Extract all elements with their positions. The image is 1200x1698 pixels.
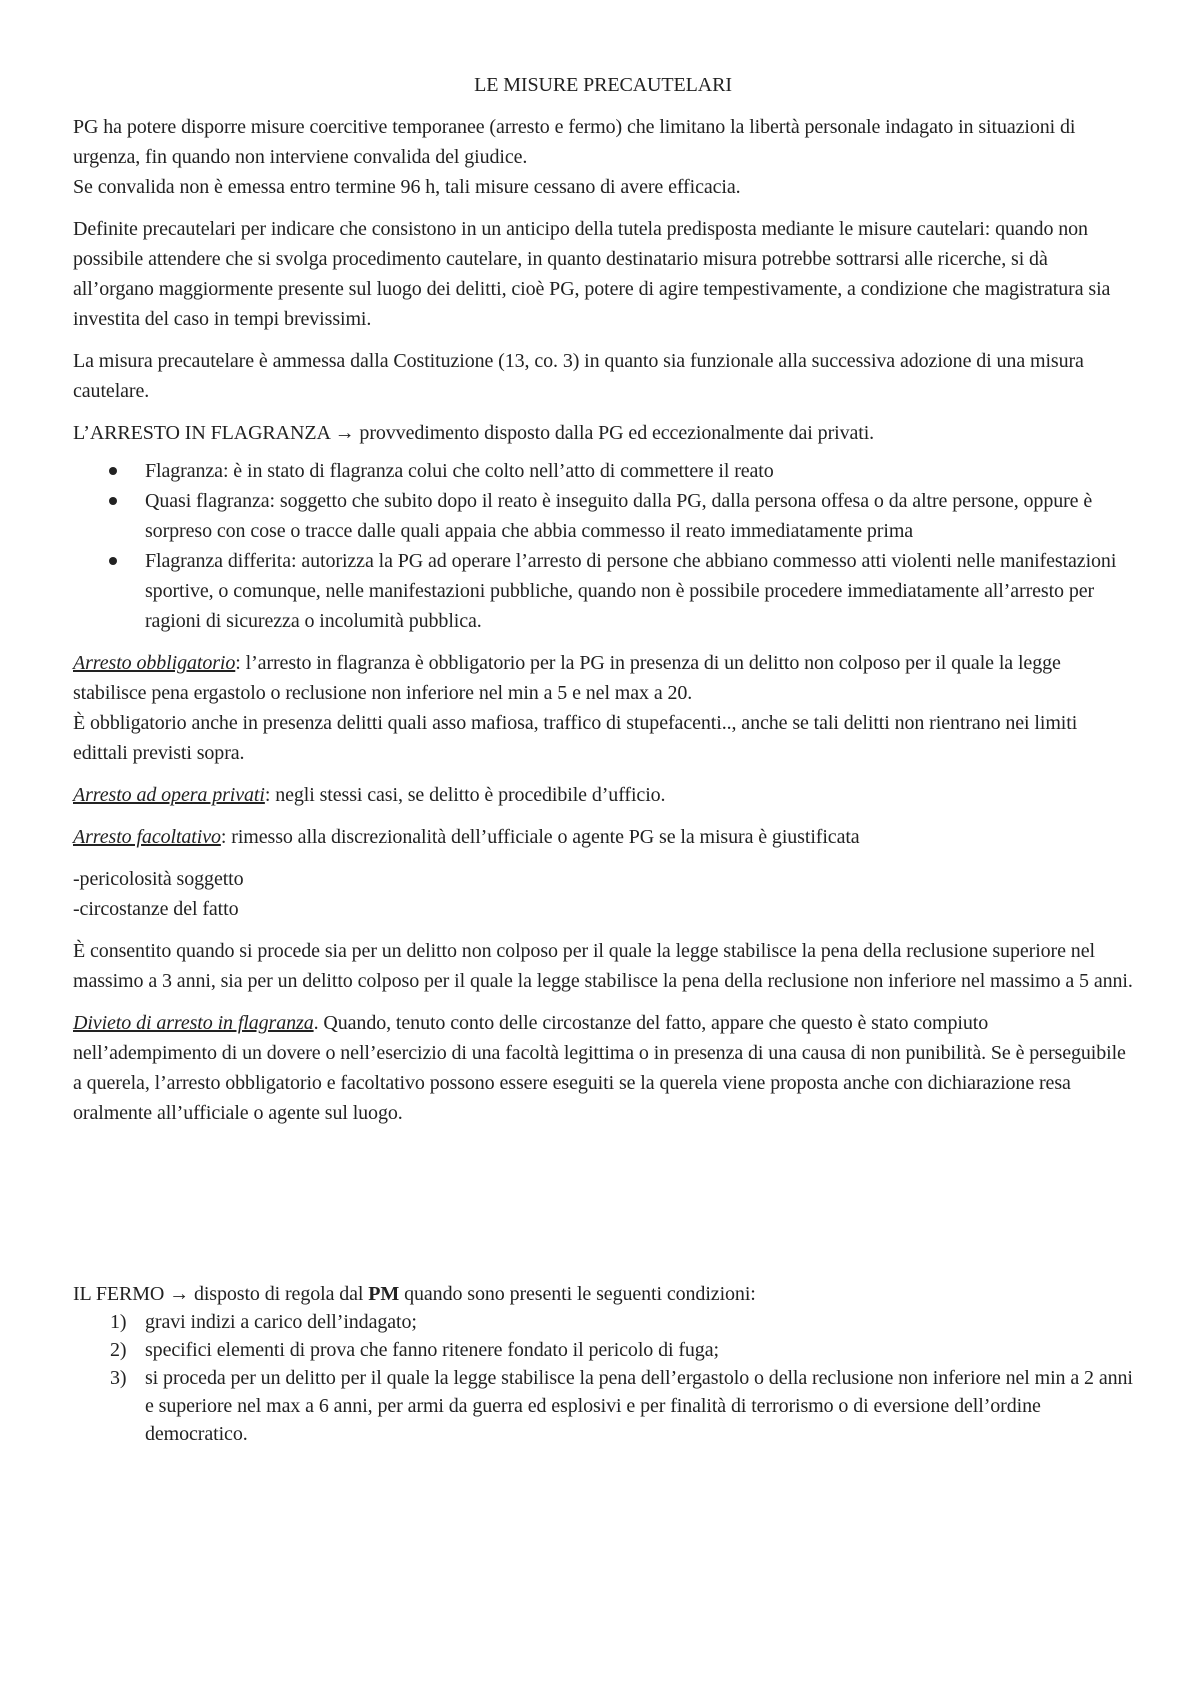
intro-paragraph (73, 112, 1133, 202)
facoltativo-paragraph (73, 822, 1133, 852)
definition-paragraph: Definite precautelari per indicare che consistono in un anticipo della tutela predisposta mediante le misure cautelari: quando non possibile attendere che si svolga procedimento cautelare, in quanto destinatario misura potrebbe sottrarsi alle ricerche, si dà all’organo maggiormente presente sul luogo dei delitti, cioè PG, potere di agire tempestivamente, a condizione che magistratura sia investita del caso in tempi brevissimi. (73, 218, 1111, 330)
criteria-item: -pericolosità soggetto (73, 868, 244, 890)
list-item (73, 1336, 1133, 1364)
list-item: Flagranza differita: autorizza la PG ad operare l’arresto di persone che abbiano commesso atti violenti nelle manifestazioni sportive, o comunque, nelle manifestazioni pubbliche, quando non è possibile procedere immediatamente all’arresto per ragioni di sicurezza o incolumità pubblica. (73, 546, 1133, 636)
constitution-paragraph: La misura precautelare è ammessa dalla Costituzione (13, co. 3) in quanto sia funzionale alla successiva adozione di una misura cautelare. (73, 350, 1084, 402)
list-item: Flagranza: è in stato di flagranza colui che colto nell’atto di commettere il reato (73, 456, 1133, 486)
page-title: LE MISURE PRECAUTELARI (474, 74, 732, 96)
fermo-conditions-list (73, 1308, 1133, 1448)
list-item (73, 1308, 1133, 1336)
privati-label: Arresto ad opera privati (73, 784, 265, 806)
criteria-item: -circostanze del fatto (73, 898, 239, 920)
divieto-label: Divieto di arresto in flagranza (73, 1012, 314, 1034)
privati-paragraph (73, 780, 1133, 810)
facoltativo-text: : rimesso alla discrezionalità dell’ufficiale o agente PG se la misura è giustificata (220, 826, 860, 848)
divieto-paragraph (73, 1008, 1133, 1128)
list-item-text: gravi indizi a carico dell’indagato; (145, 1311, 417, 1333)
privati-text: : negli stessi casi, se delitto è procedibile d’ufficio. (264, 784, 666, 806)
list-item-text: specifici elementi di prova che fanno ritenere fondato il pericolo di fuga; (145, 1339, 719, 1361)
blank-space (73, 1140, 1133, 1280)
criteria-paragraph (73, 864, 1133, 924)
list-item: Quasi flagranza: soggetto che subito dopo il reato è inseguito dalla PG, dalla persona offesa o da altre persone, oppure è sorpreso con cose o tracce dalle quali appaia che abbia commesso il reato immediatamente prima (73, 486, 1133, 546)
fermo-heading (73, 1280, 1133, 1308)
fermo-lead-bold: PM (368, 1283, 400, 1305)
obbligatorio-text-2: È obbligatorio anche in presenza delitti quali asso mafiosa, traffico di stupefacenti.., anche se tali delitti non rientrano nei limiti edittali previsti sopra. (73, 712, 1078, 764)
intro-line: PG ha potere disporre misure coercitive temporanee (arresto e fermo) che limitano la libertà personale indagato in situazioni di urgenza, fin quando non interviene convalida del giudice. (73, 116, 1076, 168)
list-item-text: si proceda per un delitto per il quale la legge stabilisce la pena dell’ergastolo o della reclusione non inferiore nel min a 2 anni e superiore nel max a 6 anni, per armi da guerra ed esplosivi e per finalità di terrorismo o di eversione dell’ordine democratico. (145, 1367, 1133, 1445)
fermo-lead-after: quando sono presenti le seguenti condizioni: (399, 1283, 756, 1305)
intro-line: Se convalida non è emessa entro termine 96 h, tali misure cessano di avere efficacia. (73, 176, 741, 198)
obbligatorio-label: Arresto obbligatorio (73, 652, 236, 674)
list-number: 2) (110, 1339, 127, 1361)
list-number: 3) (110, 1367, 127, 1389)
list-item (73, 1364, 1133, 1448)
list-number: 1) (110, 1311, 127, 1333)
obbligatorio-paragraph (73, 648, 1133, 768)
consentito-paragraph: È consentito quando si procede sia per un delitto non colposo per il quale la legge stabilisce la pena della reclusione superiore nel massimo a 3 anni, sia per un delitto colposo per il quale la legge stabilisce la pena della reclusione non inferiore nel massimo a 5 anni. (73, 940, 1133, 992)
arresto-heading: L’ARRESTO IN FLAGRANZA → provvedimento disposto dalla PG ed eccezionalmente dai privati. (73, 422, 875, 444)
divieto-text: . Quando, tenuto conto delle circostanze del fatto, appare che questo è stato compiuto nell’adempimento di un dovere o nell’esercizio di una facoltà legittima o in presenza di una causa di non punibilità. Se è perseguibile a querela, l’arresto obbligatorio e facoltativo possono essere eseguiti se la querela viene proposta anche con dichiarazione resa oralmente all’ufficiale o agente sul luogo. (73, 1012, 1126, 1124)
facoltativo-label: Arresto facoltativo (73, 826, 221, 848)
obbligatorio-text: : l’arresto in flagranza è obbligatorio per la PG in presenza di un delitto non colposo per il quale la legge stabilisce pena ergastolo o reclusione non inferiore nel min a 5 e nel max a 20. (73, 652, 1061, 704)
fermo-lead-before: IL FERMO → disposto di regola dal (73, 1283, 369, 1305)
flagranza-list (73, 456, 1133, 636)
document-page (73, 70, 1133, 1448)
